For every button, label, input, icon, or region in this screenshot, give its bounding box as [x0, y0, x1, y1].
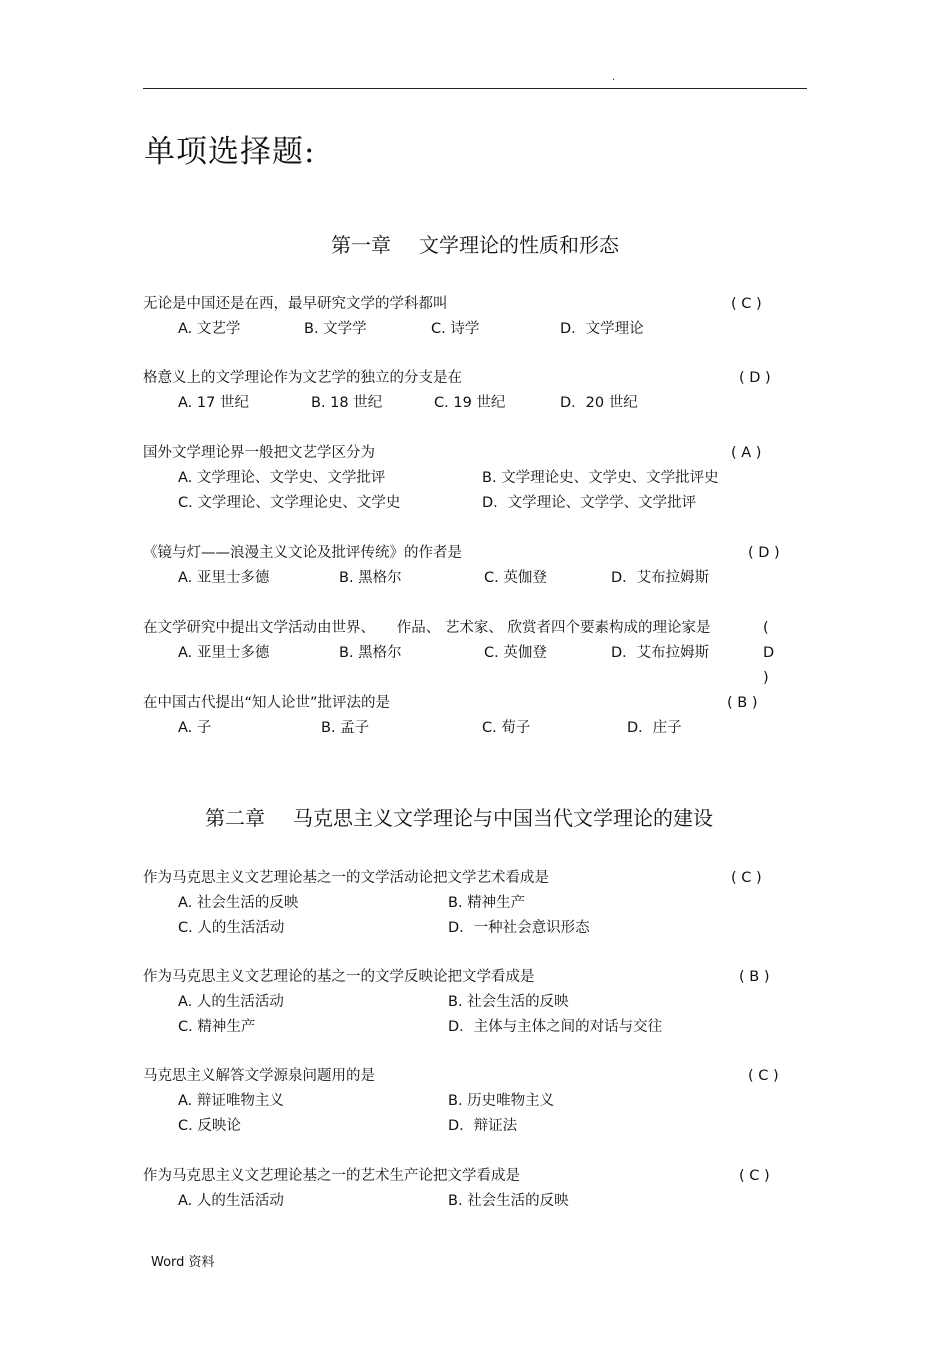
- option-b: B. 社会生活的反映: [448, 1193, 569, 1209]
- question-stem: 在文学研究中提出文学活动由世界、 作品、 艺术家、 欣赏者四个要素构成的理论家是: [143, 620, 711, 636]
- answer-label: ( C ): [748, 1068, 779, 1084]
- question-4: [143, 541, 783, 591]
- option-c: C. 英伽登: [484, 645, 547, 661]
- option-b: B. 文学理论史、文学史、文学批评史: [482, 470, 719, 486]
- question-8: [143, 965, 783, 1040]
- answer-label: ( A ): [731, 445, 762, 461]
- header-mark: .: [612, 72, 616, 83]
- option-a: A. 子: [178, 720, 212, 736]
- option-b: B. 黑格尔: [339, 570, 402, 586]
- chapter-2-heading: [0, 802, 934, 831]
- option-a: A. 17 世纪: [178, 395, 249, 411]
- answer-label: ( C ): [731, 296, 762, 312]
- question-1: [143, 292, 783, 342]
- option-a: A. 亚里士多德: [178, 570, 270, 586]
- option-c: C. 荀子: [482, 720, 531, 736]
- question-stem: 马克思主义解答文学源泉问题用的是: [143, 1068, 375, 1084]
- option-a: A. 人的生活活动: [178, 1193, 284, 1209]
- question-stem: 作为马克思主义文艺理论基之一的艺术生产论把文学看成是: [143, 1168, 520, 1184]
- question-7: [143, 866, 783, 941]
- option-d: D．一种社会意识形态: [448, 920, 590, 936]
- page-footer: Word 资料: [151, 1255, 215, 1270]
- question-5: [143, 616, 783, 686]
- answer-label: ( D ): [763, 620, 775, 686]
- option-d: D．艾布拉姆斯: [611, 645, 710, 661]
- option-d: D．艾布拉姆斯: [611, 570, 710, 586]
- option-c: C. 英伽登: [484, 570, 547, 586]
- question-stem: 格意义上的文学理论作为文艺学的独立的分支是在: [143, 370, 462, 386]
- answer-label: ( C ): [731, 870, 762, 886]
- option-c: C. 诗学: [431, 321, 480, 337]
- option-a: A. 文学理论、文学史、文学批评: [178, 470, 386, 486]
- option-a: A. 文艺学: [178, 321, 241, 337]
- question-6: [143, 691, 783, 741]
- option-a: A. 社会生活的反映: [178, 895, 299, 911]
- option-b: B. 社会生活的反映: [448, 994, 569, 1010]
- option-c: C. 人的生活活动: [178, 920, 285, 936]
- option-d: D．文学理论、文学学、文学批评: [482, 495, 697, 511]
- option-c: C. 文学理论、文学理论史、文学史: [178, 495, 401, 511]
- answer-label: ( D ): [748, 545, 780, 561]
- answer-label: ( D ): [739, 370, 771, 386]
- page-title: 单项选择题:: [144, 134, 316, 170]
- option-d: D．辩证法: [448, 1118, 518, 1134]
- chapter-name: 文学理论的性质和形态: [419, 233, 619, 257]
- option-b: B. 历史唯物主义: [448, 1093, 555, 1109]
- option-c: C. 反映论: [178, 1118, 241, 1134]
- answer-label: ( B ): [739, 969, 770, 985]
- question-stem: 《镜与灯——浪漫主义文论及批评传统》的作者是: [143, 545, 462, 561]
- question-10: [143, 1164, 783, 1214]
- question-stem: 作为马克思主义文艺理论基之一的文学活动论把文学艺术看成是: [143, 870, 549, 886]
- option-d: D．主体与主体之间的对话与交往: [448, 1019, 663, 1035]
- option-b: B. 黑格尔: [339, 645, 402, 661]
- chapter-number: 第二章: [205, 806, 265, 830]
- option-a: A. 亚里士多德: [178, 645, 270, 661]
- option-b: B. 文学学: [304, 321, 367, 337]
- question-2: [143, 366, 783, 416]
- question-9: [143, 1064, 783, 1139]
- option-c: C. 19 世纪: [434, 395, 506, 411]
- option-c: C. 精神生产: [178, 1019, 256, 1035]
- question-stem: 国外文学理论界一般把文艺学区分为: [143, 445, 375, 461]
- option-d: D．文学理论: [560, 321, 644, 337]
- option-d: D．庄子: [627, 720, 682, 736]
- chapter-1-heading: [0, 229, 950, 258]
- option-b: B. 18 世纪: [311, 395, 383, 411]
- question-stem: 在中国古代提出“知人论世”批评法的是: [143, 695, 391, 711]
- answer-label: ( C ): [739, 1168, 770, 1184]
- answer-label: ( B ): [727, 695, 758, 711]
- question-stem: 作为马克思主义文艺理论的基之一的文学反映论把文学看成是: [143, 969, 535, 985]
- question-3: [143, 441, 783, 516]
- chapter-number: 第一章: [331, 233, 391, 257]
- option-b: B. 孟子: [321, 720, 370, 736]
- option-a: A. 人的生活活动: [178, 994, 284, 1010]
- header-rule: [143, 88, 807, 89]
- option-d: D．20 世纪: [560, 395, 638, 411]
- option-b: B. 精神生产: [448, 895, 526, 911]
- option-a: A. 辩证唯物主义: [178, 1093, 284, 1109]
- chapter-name: 马克思主义文学理论与中国当代文学理论的建设: [293, 806, 713, 830]
- question-stem: 无论是中国还是在西，最早研究文学的学科都叫: [143, 296, 448, 312]
